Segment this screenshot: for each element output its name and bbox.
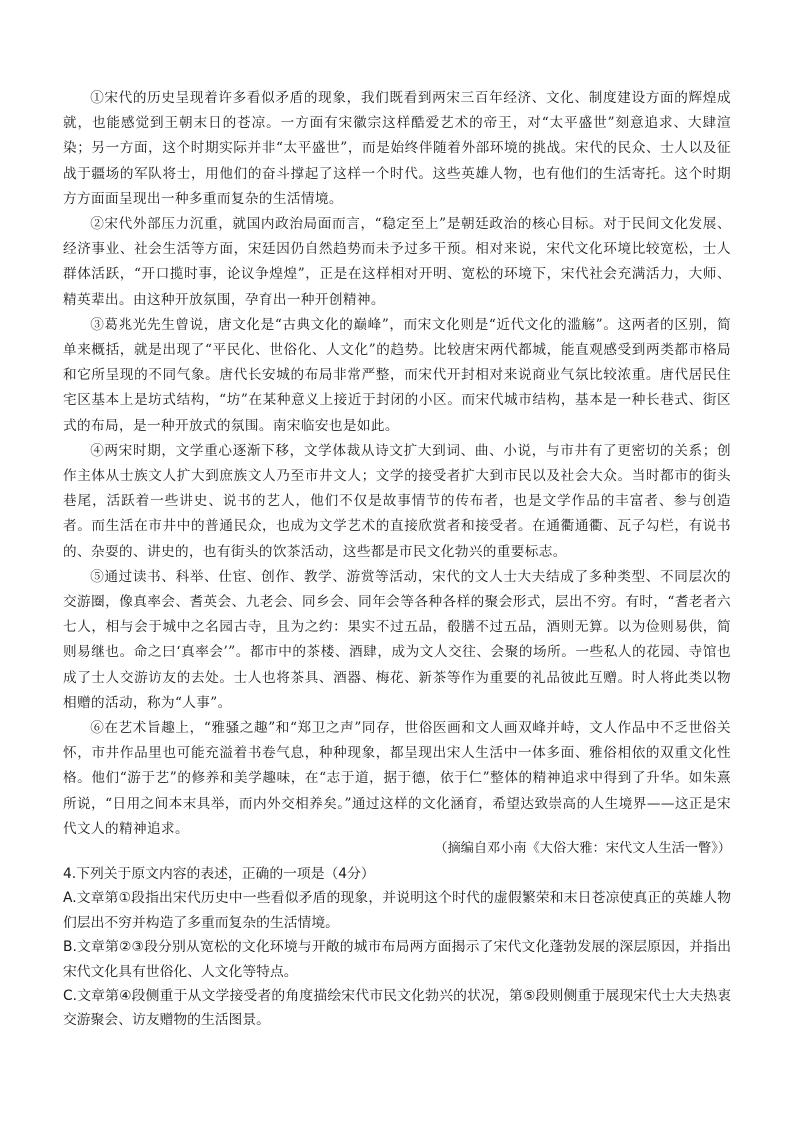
- paragraph-3: ③葛兆光先生曾说，唐文化是“古典文化的巅峰”，而宋文化则是“近代文化的滥觞”。这两者的区别，简单来概括，就是出现了“平民化、世俗化、人文化”的趋势。比较唐宋两代都城，能直观感受到两类都市格局和它所呈现的不同气象。唐代长安城的布局非常严整，而宋代开封相对来说商业气氛比较浓重。唐代居民住宅区基本上是坊式结构，“坊”在某种意义上接近于封闭的小区。而宋代城市结构，基本是一种长巷式、街区式的布局，是一种开放式的氛围。南宋临安也是如此。: [63, 316, 731, 434]
- paragraph-2: ②宋代外部压力沉重，就国内政治局面而言，“稳定至上”是朝廷政治的核心目标。对于民间文化发展、经济事业、社会生活等方面，宋廷因仍自然趋势而未予过多干预。相对来说，宋代文化环境比较宽松，士人群体活跃，“开口揽时事，论议争煌煌”，正是在这样相对开明、宽松的环境下，宋代社会充满活力，大师、精英辈出。由这种开放氛围，孕育出一种开创精神。: [63, 216, 731, 308]
- paragraph-1: ①宋代的历史呈现着许多看似矛盾的现象，我们既看到两宋三百年经济、文化、制度建设方面的辉煌成就，也能感觉到王朝末日的苍凉。一方面有宋徽宗这样酷爱艺术的帝王，对“太平盛世”刻意追求、大肆渲染；另一方面，这个时期实际并非“太平盛世”，而是始终伴随着外部环境的挑战。宋代的民众、士人以及征战于疆场的军队将士，用他们的奋斗撑起了这样一个时代。这些英雄人物，也有他们的生活寄托。这个时期方方面面呈现出一种多重而复杂的生活情境。: [63, 90, 731, 207]
- reading-passage: [63, 86, 731, 842]
- option-c[interactable]: C.文章第④段侧重于从文学接受者的角度描绘宋代市民文化勃兴的状况，第⑤段则侧重于展现宋代士大夫热衷交游聚会、访友赠物的生活图景。: [63, 988, 731, 1029]
- option-b[interactable]: B.文章第②③段分别从宽松的文化环境与开敞的城市布局两方面揭示了宋代文化蓬勃发展的深层原因，并指出宋代文化具有世俗化、人文化等特点。: [63, 939, 731, 980]
- question-stem: 4.下列关于原文内容的表述，正确的一项是（4分）: [63, 866, 375, 882]
- paragraph-5: ⑤通过读书、科举、仕宦、创作、教学、游赏等活动，宋代的文人士大夫结成了多种类型、不同层次的交游圈，像真率会、耆英会、九老会、同乡会、同年会等各种各样的聚会形式，层出不穷。有时，“耆老者六七人，相与会于城中之名园古寺，且为之约：果实不过五品，殽膳不过五品，酒则无算。以为俭则易供，简则易继也。命之曰‘真率会’”。都市中的茶楼、酒肆，成为文人交往、会聚的场所。一些私人的花园、寺馆也成了士人交游访友的去处。士人也将茶具、酒器、梅花、新茶等作为重要的礼品彼此互赠。时人将此类以物相赠的活动，称为“人事”。: [63, 568, 731, 711]
- source-citation: （摘编自邓小南《大俗大雅：宋代文人生活一瞥》）: [434, 841, 731, 856]
- paragraph-6: ⑥在艺术旨趣上，“雅骚之趣”和“郑卫之声”同存，世俗医画和文人画双峰并峙，文人作品中不乏世俗关怀，市井作品里也可能充溢着书卷气息，种种现象，都呈现出宋人生活中一体多面、雅俗相依的双重文化性格。他们“游于艺”的修养和美学趣味，在“志于道，据于德，依于仁”整体的精神追求中得到了升华。如朱熹所说，“日用之间本末具举，而内外交相养矣。”通过这样的文化涵育，希望达致崇高的人生境界——这正是宋代文人的精神追求。: [63, 720, 731, 837]
- paragraph-4: ④两宋时期，文学重心逐渐下移，文学体裁从诗文扩大到词、曲、小说，与市井有了更密切的关系；创作主体从士族文人扩大到庶族文人乃至市井文人；文学的接受者扩大到市民以及社会大众。当时都市的街头巷尾，活跃着一些讲史、说书的艺人，他们不仅是故事情节的传布者，也是文学作品的丰富者、参与创造者。而生活在市井中的普通民众，也成为文学艺术的直接欣赏者和接受者。在通衢通衢、瓦子勾栏，有说书的、杂耍的、讲史的，也有街头的饮茶活动，这些都是市民文化勃兴的重要标志。: [63, 442, 731, 560]
- question-block: [63, 862, 731, 1033]
- option-a[interactable]: A.文章第①段指出宋代历史中一些看似矛盾的现象，并说明这个时代的虚假繁荣和末日苍凉使真正的英雄人物们层出不穷并构造了多重而复杂的生活情境。: [63, 890, 731, 931]
